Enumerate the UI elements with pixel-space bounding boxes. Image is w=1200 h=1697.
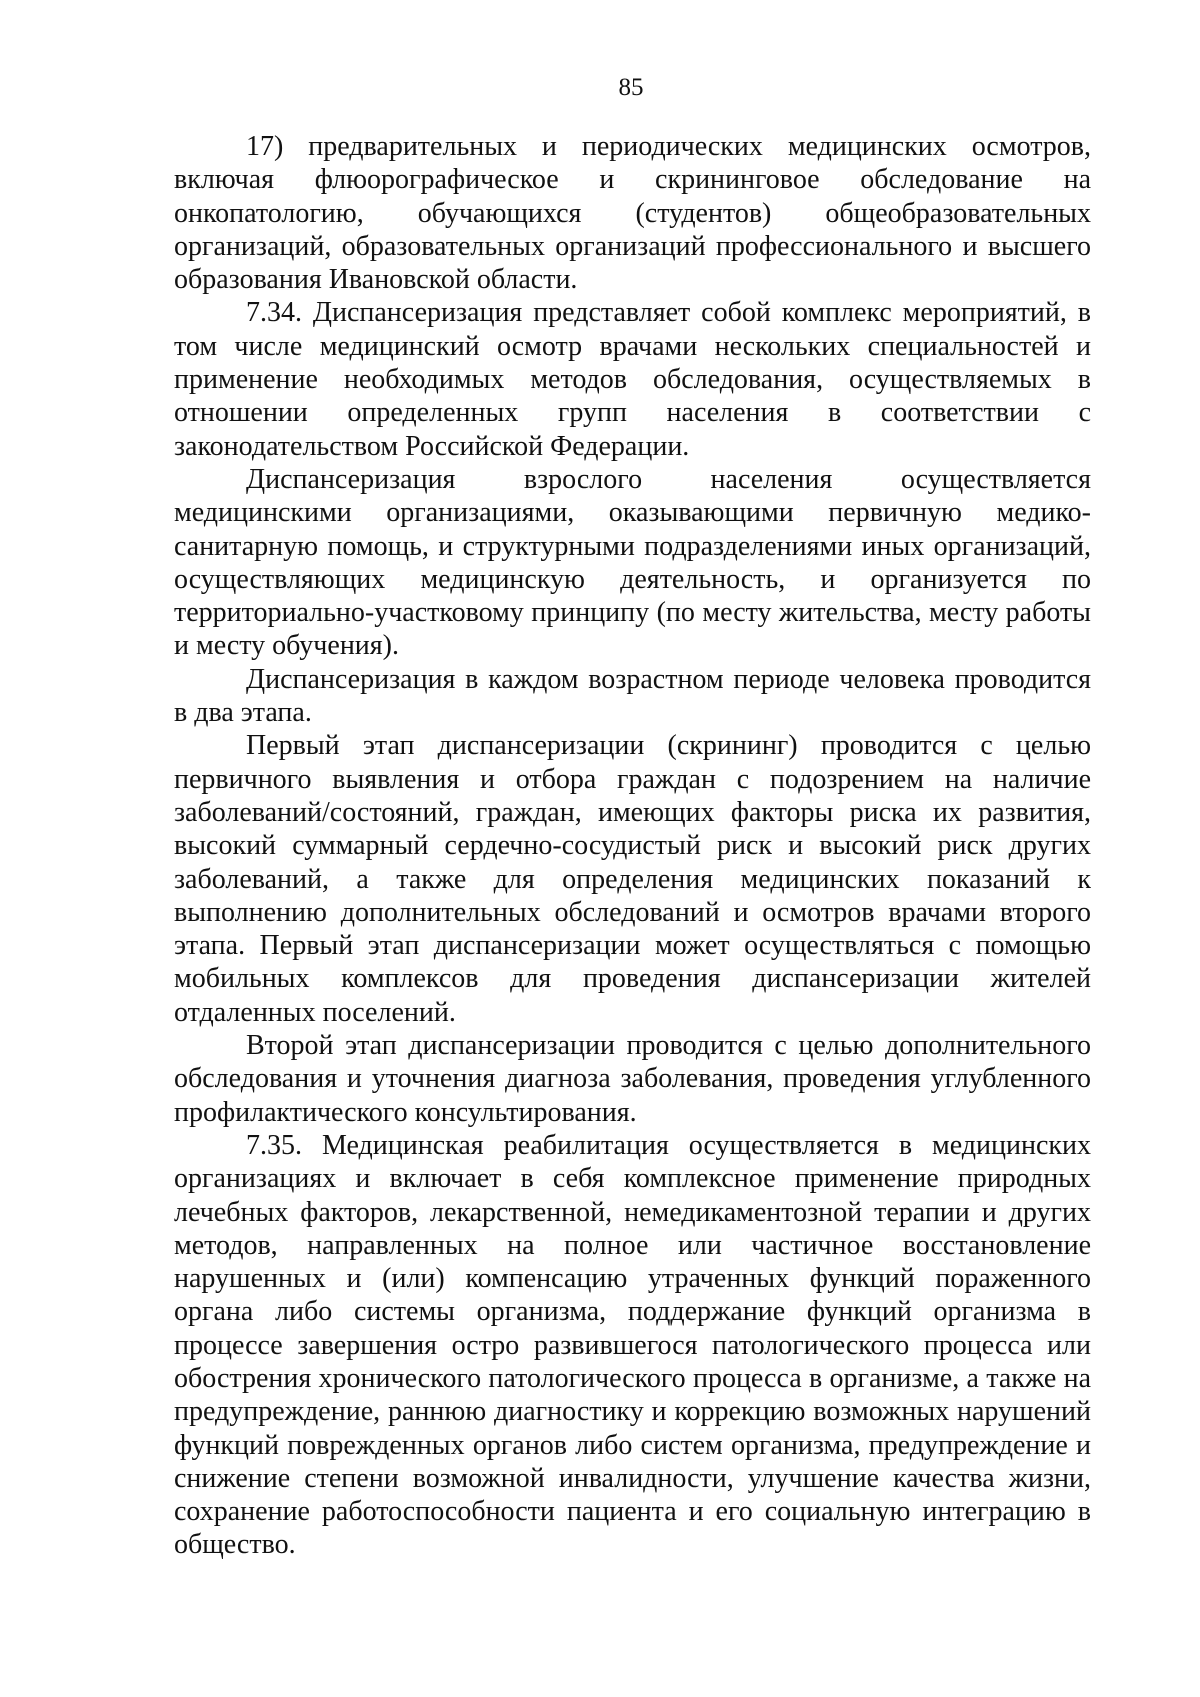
paragraph-second-stage: Второй этап диспансеризации проводится с целью дополнительного обследования и уточнения диагноза заболевания, проведения углубленного профилактического консультирования. xyxy=(174,1030,1091,1128)
paragraph-section-7-35: 7.35. Медицинская реабилитация осуществляется в медицинских организациях и включает в себя комплексное применение природных лечебных факторов, лекарственной, немедикаментозной терапии и других методов, направленных на полное или частичное восстановление нарушенных и (или) компенсацию утраченных функций пораженного органа либо системы организма, поддержание функций организма в процессе завершения остро развившегося патологического процесса или обострения хронического патологического процесса в организме, а также на предупреждение, раннюю диагностику и коррекцию возможных нарушений функций поврежденных органов либо систем организма, предупреждение и снижение степени возможной инвалидности, улучшение качества жизни, сохранение работоспособности пациента и его социальную интеграцию в общество. xyxy=(174,1129,1091,1561)
document-body xyxy=(174,130,1091,1562)
paragraph-section-7-34: 7.34. Диспансеризация представляет собой комплекс мероприятий, в том числе медицинский осмотр врачами нескольких специальностей и применение необходимых методов обследования, осуществляемых в отношении определенных групп населения в соответствии с законодательством Российской Федерации. xyxy=(174,297,1091,462)
paragraph-two-stages: Диспансеризация в каждом возрастном периоде человека проводится в два этапа. xyxy=(174,663,1091,729)
paragraph-first-stage: Первый этап диспансеризации (скрининг) проводится с целью первичного выявления и отбора граждан с подозрением на наличие заболеваний/состояний, граждан, имеющих факторы риска их развития, высокий суммарный сердечно-сосудистый риск и высокий риск других заболеваний, а также для определения медицинских показаний к выполнению дополнительных обследований и осмотров врачами второго этапа. Первый этап диспансеризации может осуществляться с помощью мобильных комплексов для проведения диспансеризации жителей отдаленных поселений. xyxy=(174,730,1091,1028)
paragraph-item-17: 17) предварительных и периодических медицинских осмотров, включая флюорографическое и скрининговое обследование на онкопатологию, обучающихся (студентов) общеобразовательных организаций, образовательных организаций профессионального и высшего образования Ивановской области. xyxy=(174,131,1091,296)
page-number: 85 xyxy=(618,74,644,101)
paragraph-adult-screening: Диспансеризация взрослого населения осуществляется медицинскими организациями, оказывающими первичную медико-санитарную помощь, и структурными подразделениями иных организаций, осуществляющих медицинскую деятельность, и организуется по территориально-участковому принципу (по месту жительства, месту работы и месту обучения). xyxy=(174,463,1091,662)
